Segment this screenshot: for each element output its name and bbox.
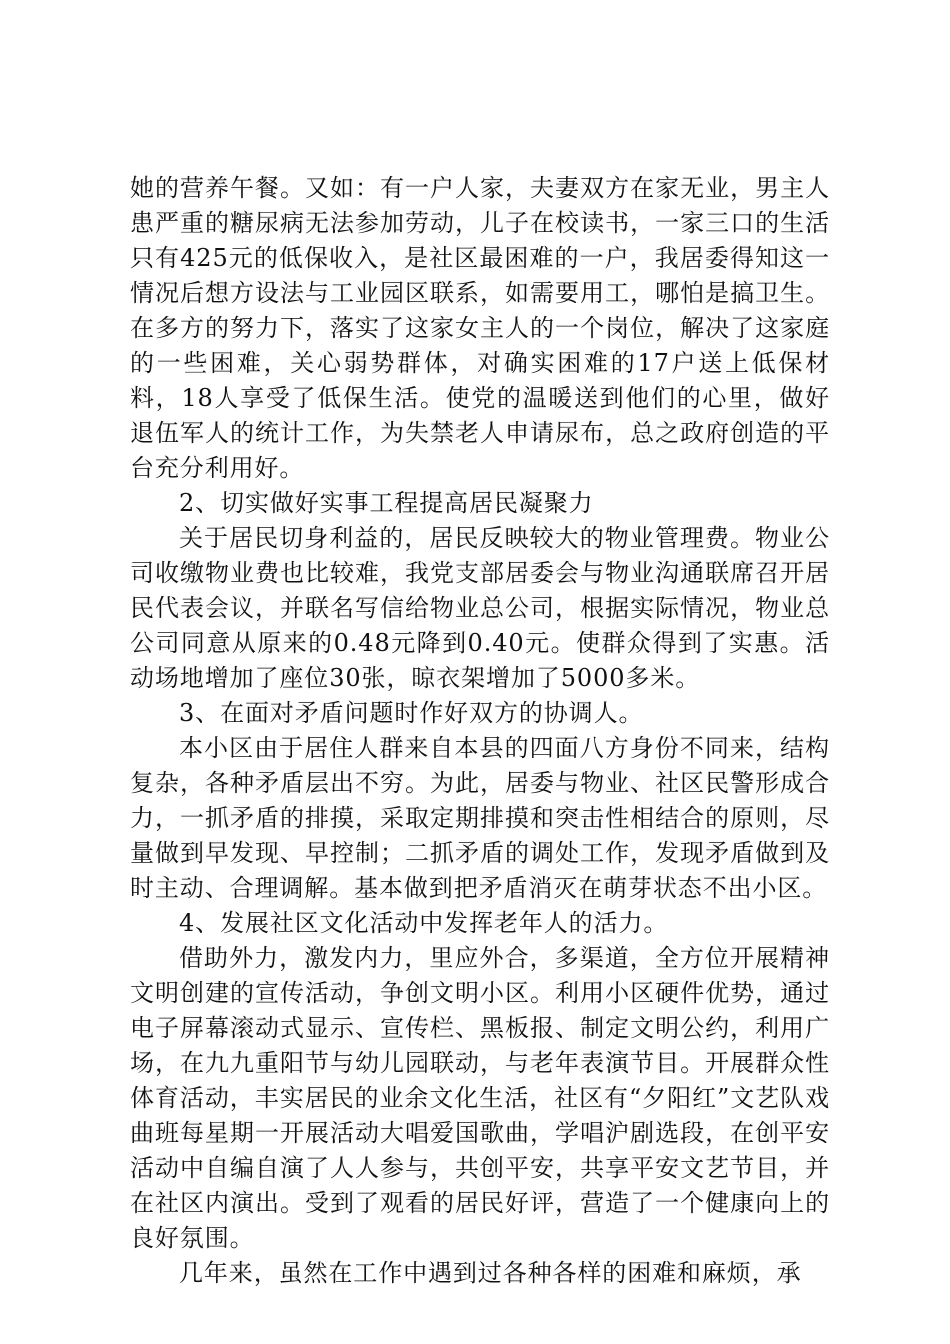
section-heading-4: 4、发展社区文化活动中发挥老年人的活力。 xyxy=(179,909,669,937)
paragraph-property-fee: 关于居民切身利益的，居民反映较大的物业管理费。物业公司收缴物业费也比较难，我党支部居委会与物业沟通联席召开居民代表会议，并联名写信给物业总公司，根据实际情况，物业总公司同意从原来的0.48元降到0.40元。使群众得到了实惠。活动场地增加了座位30张，晾衣架增加了5000多米。 xyxy=(130,524,830,692)
paragraph-nutrition-lunch: 她的营养午餐。又如：有一户人家，夫妻双方在家无业，男主人患严重的糖尿病无法参加劳动，儿子在校读书，一家三口的生活只有425元的低保收入，是社区最困难的一户，我居委得知这一情况后想方设法与工业园区联系，如需要用工，哪怕是搞卫生。在多方的努力下，落实了这家女主人的一个岗位，解决了这家庭的一些困难，关心弱势群体，对确实困难的17户送上低保材料，18人享受了低保生活。使党的温暖送到他们的心里，做好退伍军人的统计工作，为失禁老人申请尿布，总之政府创造的平台充分利用好。 xyxy=(130,174,830,482)
section-heading-3: 3、在面对矛盾问题时作好双方的协调人。 xyxy=(179,699,644,727)
paragraph-community-culture: 借助外力，激发内力，里应外合，多渠道，全方位开展精神文明创建的宣传活动，争创文明小区。利用小区硬件优势，通过电子屏幕滚动式显示、宣传栏、黑板报、制定文明公约，利用广场，在九九重阳节与幼儿园联动，与老年表演节目。开展群众性体育活动，丰实居民的业余文化生活，社区有“夕阳红”文艺队戏曲班每星期一开展活动大唱爱国歌曲，学唱沪剧选段，在创平安活动中自编自演了人人参与，共创平安，共享平安文艺节目，并在社区内演出。受到了观看的居民好评，营造了一个健康向上的良好氛围。 xyxy=(130,944,830,1252)
paragraph-closing: 几年来，虽然在工作中遇到过各种各样的困难和麻烦，承 xyxy=(179,1259,802,1287)
paragraph-conflict-mediation: 本小区由于居住人群来自本县的四面八方身份不同来，结构复杂，各种矛盾层出不穷。为此，居委与物业、社区民警形成合力，一抓矛盾的排摸，采取定期排摸和突击性相结合的原则，尽量做到早发现、早控制；二抓矛盾的调处工作，发现矛盾做到及时主动、合理调解。基本做到把矛盾消灭在萌芽状态不出小区。 xyxy=(130,734,830,902)
document-body xyxy=(130,171,830,1291)
section-heading-2: 2、切实做好实事工程提高居民凝聚力 xyxy=(179,489,594,517)
